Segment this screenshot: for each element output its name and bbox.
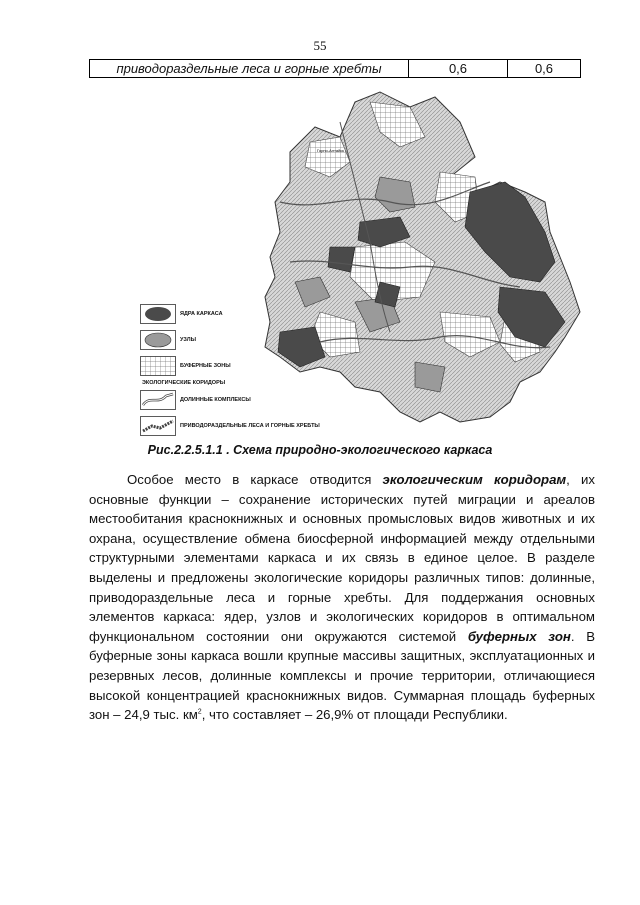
legend-item-cores	[140, 304, 223, 324]
emphasis-buffer-zones: буферных зон	[467, 628, 571, 644]
legend-swatch-buffer	[140, 356, 176, 376]
legend-label-valley: ДОЛИННЫЕ КОМПЛЕКСЫ	[180, 397, 251, 403]
legend-label-nodes: УЗЛЫ	[180, 337, 196, 343]
page-number: 55	[313, 38, 327, 53]
text-segment: , их основные функции – сохранение исторических путей миграции и ареалов местообитания краснокнижных и основных промысловых видов животных и их охрана, осуществление обмена биосферной информацией между отдельными структурными элементами каркаса и их связь в единое целое. В разделе выделены и предложены экологические коридоры различных типов: долинные, приводораздельные леса и горные хребты. Для поддержания основных элементов каркаса: ядер, узлов и экологических коридоров в оптимальном функциональном состоянии они окружаются системой	[89, 472, 596, 644]
table-cell-label: приводораздельные леса и горные хребты	[90, 60, 409, 78]
legend-item-nodes	[140, 330, 196, 350]
legend-swatch-core	[140, 304, 176, 324]
map-node	[415, 362, 445, 392]
legend-label-cores: ЯДРА КАРКАСА	[180, 311, 223, 317]
figure-caption: Рис.2.2.5.1.1 . Схема природно-экологического каркаса	[147, 443, 493, 457]
data-table	[89, 59, 581, 78]
table-cell-value1: 0,6	[409, 60, 508, 78]
legend-heading-corridors: ЭКОЛОГИЧЕСКИЕ КОРИДОРЫ	[142, 380, 226, 386]
legend-swatch-valley	[140, 390, 176, 410]
text-segment: Особое место в каркасе отводится	[127, 472, 383, 487]
legend-label-watershed: ПРИВОДОРАЗДЕЛЬНЫЕ ЛЕСА И ГОРНЫЕ ХРЕБТЫ	[180, 423, 320, 429]
table-cell-value2: 0,6	[508, 60, 581, 78]
superscript: 2	[197, 708, 202, 716]
legend-swatch-node	[140, 330, 176, 350]
map-legend	[140, 300, 340, 445]
text-segment: . В буферные зоны каркаса вошли крупные массивы защитных, эксплуатационных и резервных лесов, долинные комплексы и прочие территории, отличающиеся высокой концентрацией краснокнижных видов. Суммарная площадь буферных зон – 24,9 тыс. км	[89, 628, 596, 723]
body-paragraph	[89, 470, 595, 725]
text-segment: , что составляет – 26,9% от площади Республики.	[201, 707, 508, 723]
legend-item-buffers	[140, 356, 231, 376]
legend-item-valley	[140, 390, 251, 410]
paragraph	[89, 470, 595, 725]
emphasis-corridors: экологическим коридорам	[382, 472, 567, 487]
legend-label-buffers: БУФЕРНЫЕ ЗОНЫ	[180, 363, 231, 369]
map-place-label: Горно-Алтайск	[317, 148, 345, 153]
table-row	[90, 60, 581, 78]
legend-item-watershed	[140, 416, 320, 436]
legend-swatch-watershed	[140, 416, 176, 436]
